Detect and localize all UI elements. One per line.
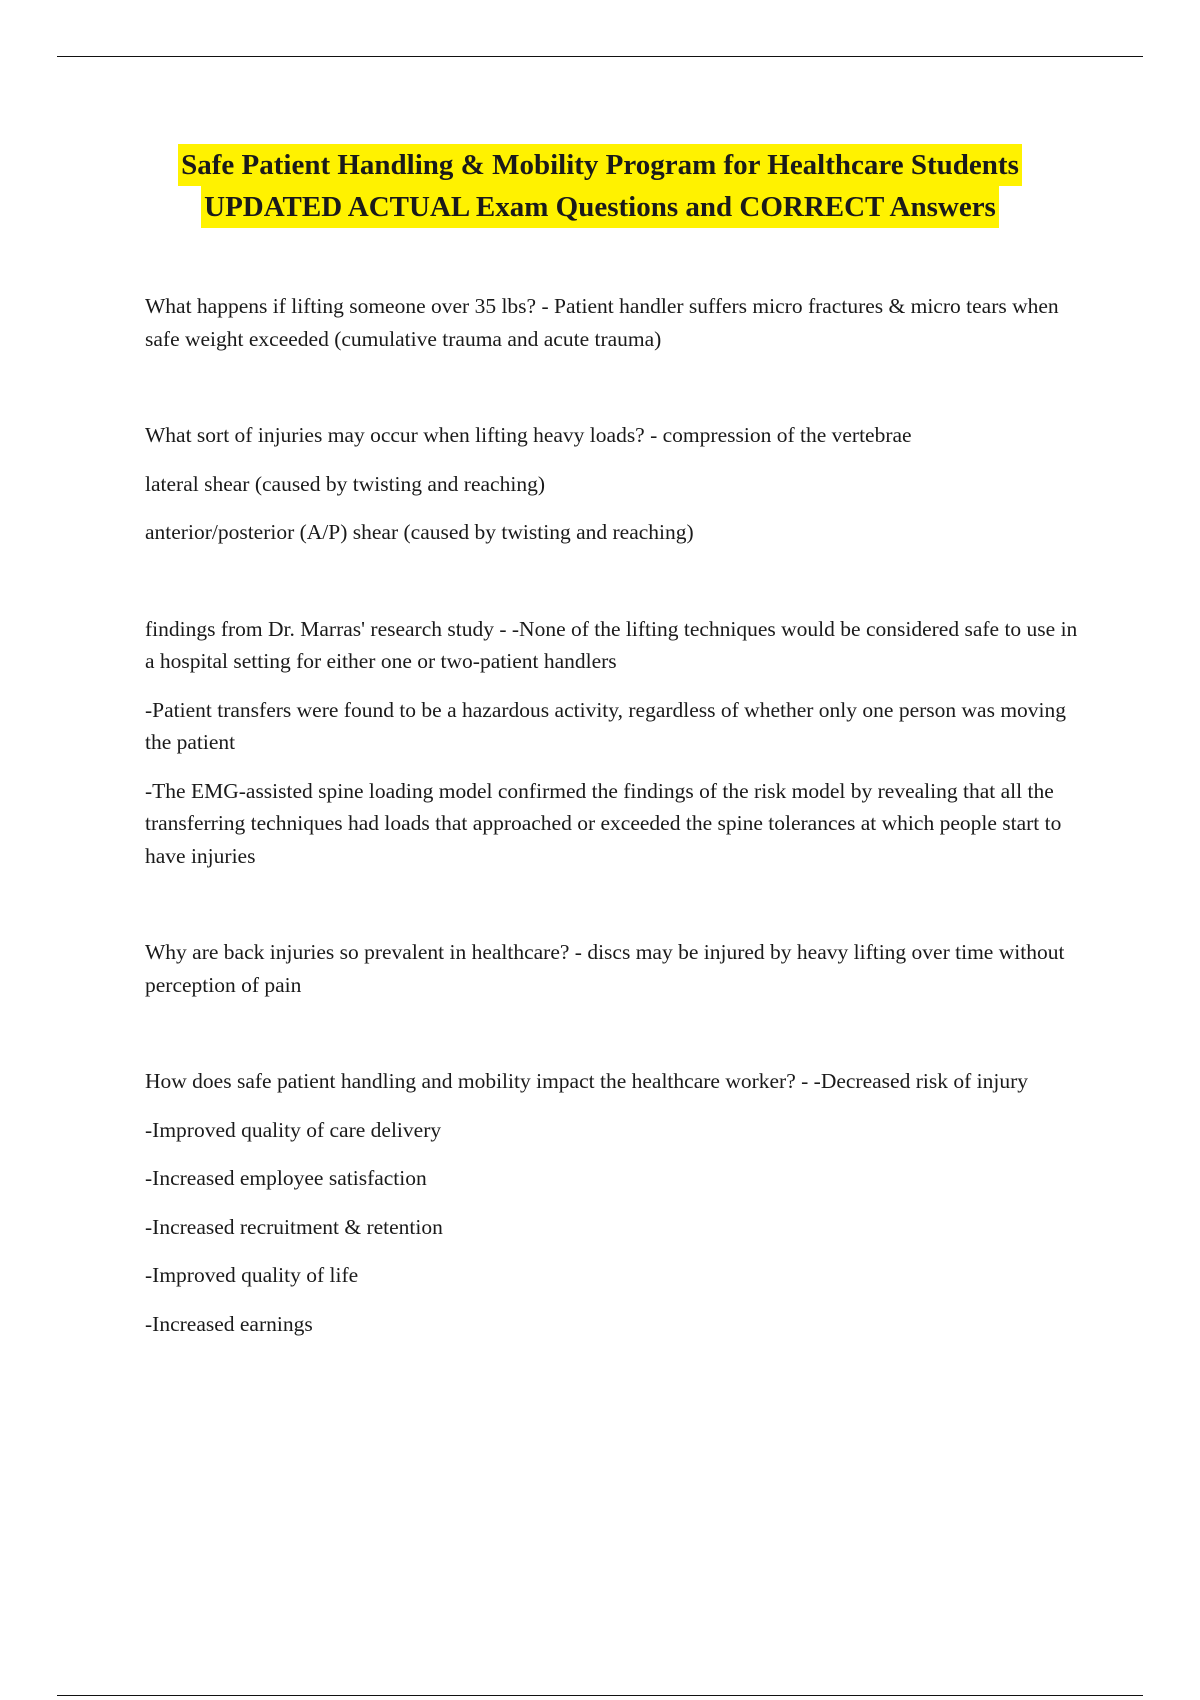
qa-paragraph: anterior/posterior (A/P) shear (caused by twisting and reaching) (145, 520, 694, 544)
qa-paragraph: -The EMG-assisted spine loading model confirmed the findings of the risk model by revealing that all the transferring techniques had loads that approached or exceeded the spine tolerances at which people start to have injuries (145, 778, 1062, 868)
footer-rule (57, 1695, 1143, 1696)
title-line-1: Safe Patient Handling & Mobility Program for Healthcare Students (178, 144, 1022, 186)
qa-paragraph: How does safe patient handling and mobility impact the healthcare worker? - -Decreased risk of injury (145, 1069, 1028, 1093)
qa-item (145, 1065, 1080, 1340)
qa-item (145, 936, 1080, 1001)
qa-paragraph: What sort of injuries may occur when lifting heavy loads? - compression of the vertebrae (145, 423, 912, 447)
qa-list (145, 290, 1080, 1404)
qa-paragraph: -Increased employee satisfaction (145, 1166, 427, 1190)
qa-paragraph: findings from Dr. Marras' research study - -None of the lifting techniques would be considered safe to use in a hospital setting for either one or two-patient handlers (145, 616, 1078, 673)
header-rule (57, 56, 1143, 57)
qa-paragraph: lateral shear (caused by twisting and reaching) (145, 471, 545, 496)
title-line-2: UPDATED ACTUAL Exam Questions and CORRECT Answers (201, 186, 999, 228)
qa-paragraph: -Improved quality of life (145, 1263, 359, 1287)
qa-paragraph: -Improved quality of care delivery (145, 1117, 442, 1142)
qa-item (145, 613, 1080, 873)
qa-paragraph: Why are back injuries so prevalent in healthcare? - discs may be injured by heavy lifting over time without perception of pain (145, 940, 1065, 997)
qa-paragraph: -Increased earnings (145, 1311, 313, 1336)
qa-item (145, 419, 1080, 549)
qa-paragraph: What happens if lifting someone over 35 lbs? - Patient handler suffers micro fractures & micro tears when safe weight exceeded (cumulative trauma and acute trauma) (145, 294, 1059, 351)
qa-paragraph: -Patient transfers were found to be a hazardous activity, regardless of whether only one person was moving the patient (145, 697, 1067, 754)
qa-item (145, 290, 1080, 355)
qa-paragraph: -Increased recruitment & retention (145, 1214, 443, 1239)
document-title (60, 144, 1140, 228)
